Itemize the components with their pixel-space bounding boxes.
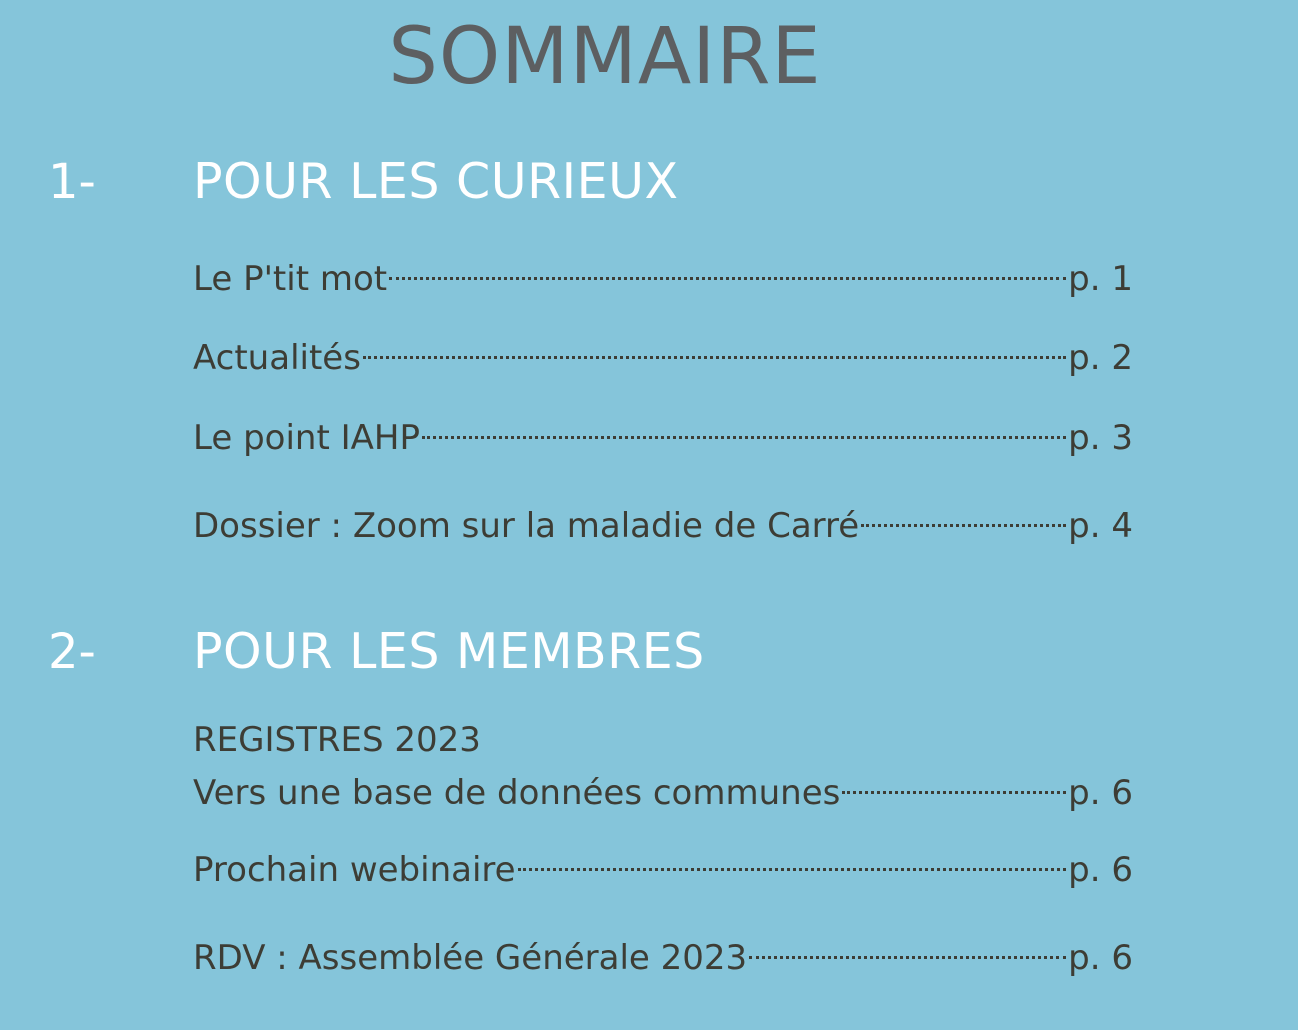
toc-entry-prefix: REGISTRES 2023 [193, 720, 481, 760]
toc-entry-registres[interactable] [193, 720, 1133, 813]
dot-leader [389, 246, 1066, 290]
dot-leader [861, 493, 1066, 537]
section-title: POUR LES MEMBRES [193, 623, 705, 680]
toc-entry-point-iahp[interactable] [193, 405, 1133, 458]
toc-entry-label: Le point IAHP [193, 418, 420, 458]
page-title: SOMMAIRE [388, 12, 822, 102]
toc-entry-page: p. 4 [1068, 506, 1133, 546]
dot-leader [749, 925, 1066, 969]
section-curieux [0, 152, 1298, 232]
toc-entry-webinaire[interactable] [193, 837, 1133, 890]
dot-leader [363, 325, 1066, 369]
toc-entry-label: Vers une base de données communes [193, 773, 841, 813]
dot-leader [842, 760, 1066, 804]
toc-entry-ptit-mot[interactable] [193, 246, 1133, 299]
toc-entry-assemblee[interactable] [193, 925, 1133, 978]
toc-entry-page: p. 3 [1068, 418, 1133, 458]
dot-leader [422, 405, 1066, 449]
toc-entry-label: Le P'tit mot [193, 259, 388, 299]
toc-entry-actualites[interactable] [193, 325, 1133, 378]
toc-entry-page: p. 2 [1068, 338, 1133, 378]
toc-entry-label: Actualités [193, 338, 361, 378]
section-membres [0, 622, 1298, 702]
toc-entry-page: p. 6 [1068, 938, 1133, 978]
toc-entry-dossier[interactable] [193, 493, 1133, 546]
toc-entry-label: RDV : Assemblée Générale 2023 [193, 938, 748, 978]
toc-entry-page: p. 1 [1068, 259, 1133, 299]
toc-entry-label: Dossier : Zoom sur la maladie de Carré [193, 506, 860, 546]
toc-entry-page: p. 6 [1068, 773, 1133, 813]
dot-leader [518, 837, 1067, 881]
section-number: 2- [48, 624, 96, 680]
section-title: POUR LES CURIEUX [193, 153, 679, 210]
toc-entry-page: p. 6 [1068, 850, 1133, 890]
section-number: 1- [48, 154, 96, 210]
toc-entry-label: Prochain webinaire [193, 850, 516, 890]
